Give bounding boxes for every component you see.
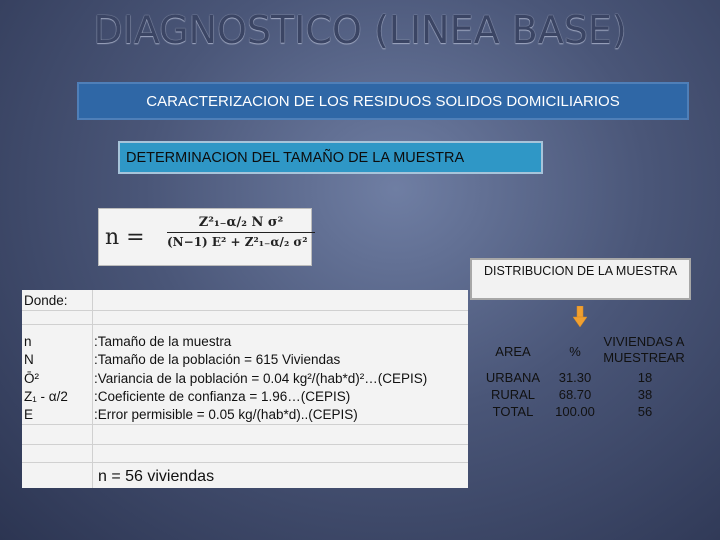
definition-symbol: n [24,334,32,349]
distribution-heading-text: DISTRIBUCION DE LA MUESTRA [483,264,678,278]
down-arrow-icon [573,306,587,328]
definitions-header: Donde: [24,293,68,308]
table-cell: 18 [637,370,653,385]
formula-denominator: (N−1) E² + Z²₁₋α/₂ σ² [167,235,308,249]
subtitle-banner [77,82,689,120]
sample-size-formula [98,208,312,266]
sample-size-heading [118,141,543,174]
table-divider [22,324,468,325]
definition-text: :Tamaño de la muestra [94,334,232,349]
table-header: AREA [495,344,531,359]
table-header: % [569,344,581,359]
definitions-table [22,290,468,488]
distribution-table [476,334,690,426]
page-title: DIAGNOSTICO (LINEA BASE) [93,8,627,52]
distribution-heading [470,258,691,300]
table-cell: TOTAL [492,404,534,419]
subtitle-text: CARACTERIZACION DE LOS RESIDUOS SOLIDOS DOMICILIARIOS [146,92,620,110]
table-divider [92,290,93,488]
definition-text: :Coeficiente de confianza = 1.96…(CEPIS) [94,389,351,404]
table-cell: RURAL [490,387,536,402]
table-cell: URBANA [485,370,541,385]
table-cell: 31.30 [558,370,592,385]
sample-size-result: n = 56 viviendas [98,468,215,485]
definition-text: :Variancia de la población = 0.04 kg²/(hab*d)²…(CEPIS) [94,371,428,386]
formula-numerator: Z²₁₋α/₂ N σ² [198,215,284,230]
definition-text: :Tamaño de la población = 615 Viviendas [94,352,341,367]
definition-symbol: Ō² [24,371,39,386]
definition-text: :Error permisible = 0.05 kg/(hab*d)..(CEPIS) [94,407,358,422]
formula-fraction-bar [167,232,315,233]
sample-size-heading-text: DETERMINACION DEL TAMAÑO DE LA MUESTRA [126,149,465,166]
formula-fraction [167,215,315,249]
table-cell: 38 [637,387,653,402]
formula-lhs: n = [105,225,145,250]
definition-symbol: Z₁ - α/2 [24,389,68,404]
table-cell: 68.70 [558,387,592,402]
table-divider [22,444,468,445]
table-divider [22,462,468,463]
table-divider [22,310,468,311]
table-cell: 56 [637,404,653,419]
table-header: VIVIENDAS A MUESTREAR [603,334,685,365]
table-cell: 100.00 [555,404,595,419]
table-divider [22,424,468,425]
definition-symbol: E [24,407,34,422]
definition-symbol: N [24,352,34,367]
